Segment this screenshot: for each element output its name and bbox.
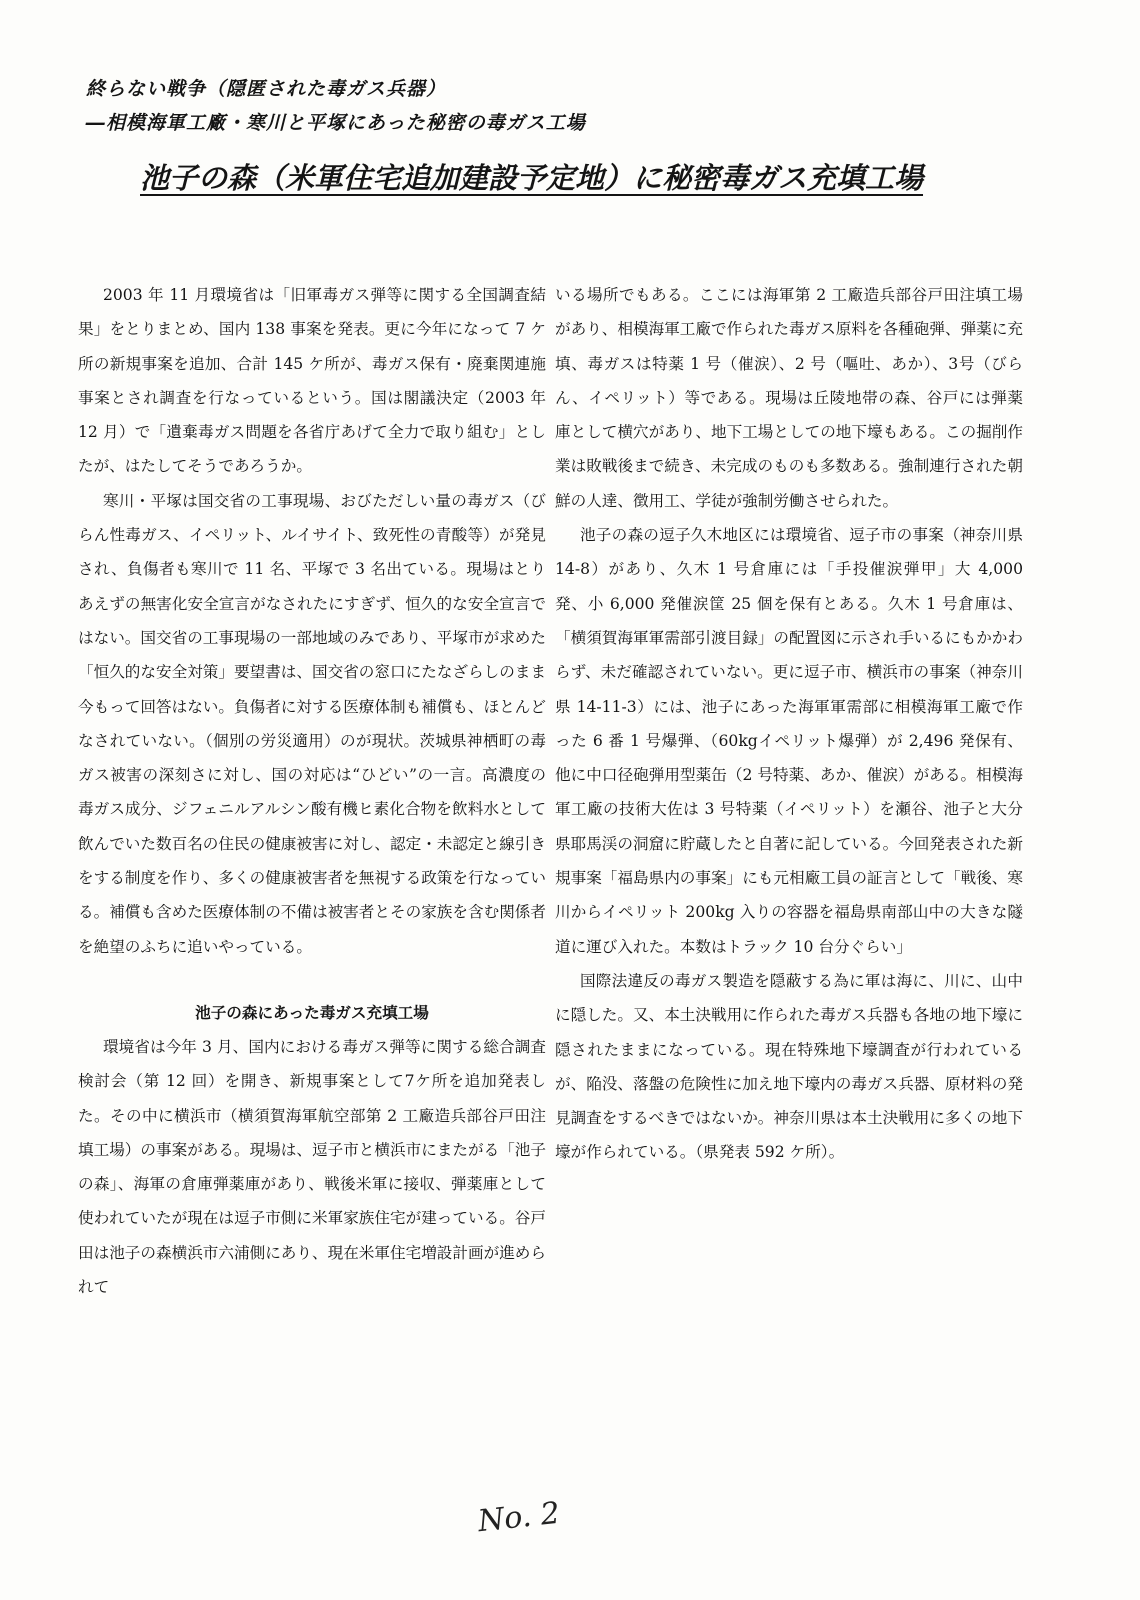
article-headline: 池子の森（米軍住宅追加建設予定地）に秘密毒ガス充填工場	[140, 161, 924, 195]
paragraph-ikego-hisagi: 池子の森の逗子久木地区には環境省、逗子市の事案（神奈川県 14-8）があり、久木 1 号倉庫には「手投催涙弾甲」大 4,000 発、小 6,000 発催涙筐 25 個を保有とある。久木 1 号倉庫は、「横須賀海軍軍需部引渡目録」の配置図に示され手いるにもかかわらず、未だ確認されていない。更に逗子市、横浜市の事案（神奈川県 14-11-3）には、池子にあった海軍軍需部に相模海軍工廠で作った 6 番 1 号爆弾、（60kgイペリット爆弾）が 2,496 発保有、他に中口径砲弾用型薬缶（2 号特薬、あか、催涙）がある。相模海軍工廠の技術大佐は 3 号特薬（イペリット）を瀬谷、池子と大分県耶馬渓の洞窟に貯蔵したと自著に記している。今回発表された新規事案「福島県内の事案」にも元相廠工員の証言として「戦後、寒川からイペリット 200kg 入りの容器を福島県南部山中の大きな隧道に運び入れた。本数はトラック 10 台分ぐらい」	[555, 526, 1023, 956]
section-subheading: 池子の森にあった毒ガス充填工場	[195, 1002, 429, 1022]
right-column	[555, 278, 1023, 1170]
left-column	[78, 278, 546, 1304]
paragraph-continuation: いる場所でもある。ここには海軍第 2 工廠造兵部谷戸田注填工場があり、相模海軍工廠で作られた毒ガス原料を各種砲弾、弾薬に充填、毒ガスは特薬 1 号（催涙）、2 号（嘔吐、あか）、3号（びらん、イペリット）等である。現場は丘陵地帯の森、谷戸には弾薬庫として横穴があり、地下工場としての地下壕もある。この掘削作業は敗戦後まで続き、未完成のものも多数ある。強制連行された朝鮮の人達、徴用工、学徒が強制労働させられた。	[555, 286, 1023, 510]
kicker-line-1: 終らない戦争（隠匿された毒ガス兵器）	[86, 78, 447, 100]
paragraph-conclusion: 国際法違反の毒ガス製造を隠蔽する為に軍は海に、川に、山中に隠した。又、本土決戦用に作られた毒ガス兵器も各地の地下壕に隠されたままになっている。現在特殊地下壕調査が行われているが、陥没、落盤の危険性に加え地下壕内の毒ガス兵器、原材料の発見調査をするべきではないか。神奈川県は本土決戦用に多くの地下壕が作られている。（県発表 592 ケ所）。	[555, 971, 1023, 1162]
handwritten-page-number: No. 2	[476, 1495, 562, 1540]
kicker-line-2: ―相模海軍工廠・寒川と平塚にあった秘密の毒ガス工場	[86, 112, 586, 134]
paragraph-environment-ministry: 環境省は今年 3 月、国内における毒ガス弾等に関する総合調査検討会（第 12 回）を開き、新規事案として7ケ所を追加発表した。その中に横浜市（横須賀海軍航空部第 2 工廠造兵部谷戸田注填工場）の事案がある。現場は、逗子市と横浜市にまたがる「池子の森」、海軍の倉庫弾薬庫があり、戦後米軍に接収、弾薬庫として使われていたが現在は逗子市側に米軍家族住宅が建っている。谷戸田は池子の森横浜市六浦側にあり、現在米軍住宅増設計画が進められて	[78, 1037, 546, 1297]
paragraph-intro: 2003 年 11 月環境省は「旧軍毒ガス弾等に関する全国調査結果」をとりまとめ、国内 138 事案を発表。更に今年になって 7 ケ所の新規事案を追加、合計 145 ケ所が、毒ガス保有・廃棄関連施事案とされ調査を行なっているという。国は閣議決定（2003 年 12 月）で「遺棄毒ガス問題を各省庁あげて全力で取り組む」としたが、はたしてそうであろうか。	[78, 286, 546, 476]
paragraph-samukawa-hiratsuka: 寒川・平塚は国交省の工事現場、おびただしい量の毒ガス（びらん性毒ガス、イペリット、ルイサイト、致死性の青酸等）が発見され、負傷者も寒川で 11 名、平塚で 3 名出ている。現場はとりあえずの無害化安全宣言がなされたにすぎず、恒久的な安全宣言ではない。国交省の工事現場の一部地域のみであり、平塚市が求めた「恒久的な安全対策」要望書は、国交省の窓口にたなざらしのまま今もって回答はない。負傷者に対する医療体制も補償も、ほとんどなされていない。（個別の労災適用）のが現状。茨城県神栖町の毒ガス被害の深刻さに対し、国の対応は“ひどい”の一言。高濃度の毒ガス成分、ジフェニルアルシン酸有機ヒ素化合物を飲料水として飲んでいた数百名の住民の健康被害に対し、認定・未認定と線引きをする制度を作り、多くの健康被害者を無視する政策を行なっている。補償も含めた医療体制の不備は被害者とその家族を含む関係者を絶望のふちに追いやっている。	[78, 491, 546, 956]
